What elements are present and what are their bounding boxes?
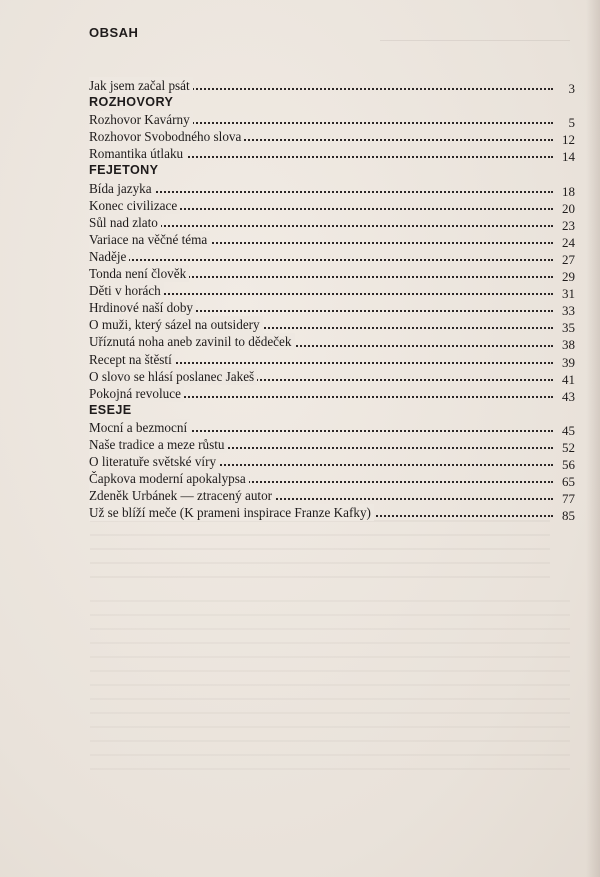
toc-entry-title: Konec civilizace [89, 197, 180, 214]
toc-entry[interactable] [89, 180, 575, 197]
toc-entry-title: Děti v horách [89, 282, 164, 299]
toc-entry-page: 31 [562, 286, 575, 302]
toc-entry[interactable] [89, 77, 575, 94]
toc-entry-page: 3 [568, 81, 575, 96]
toc-entry[interactable] [89, 111, 575, 131]
toc-entry-page: 43 [562, 388, 575, 404]
toc-entry[interactable] [89, 128, 575, 148]
section-heading: ESEJE [89, 402, 132, 417]
toc-entry-page: 14 [562, 149, 575, 165]
toc-entry-page: 29 [562, 269, 575, 285]
toc-entry-title: Recept na štěstí [89, 351, 175, 368]
toc-entry-page: 12 [562, 132, 575, 148]
toc-entry-page: 39 [562, 354, 575, 370]
toc-entry-page: 18 [562, 183, 575, 199]
bleed-through-mark [380, 40, 570, 51]
toc-entry-title: Zdeněk Urbánek — ztracený autor [89, 487, 275, 504]
toc-entry[interactable] [89, 316, 575, 336]
toc-entry-title: Čapkova moderní apokalypsa [89, 470, 249, 487]
toc-entry[interactable] [89, 282, 575, 302]
toc-entry-title: Sůl nad zlato [89, 214, 161, 231]
table-of-contents [89, 77, 575, 524]
toc-entry[interactable] [89, 487, 575, 507]
toc-entry-title: Uříznutá noha aneb zavinil to dědeček [89, 333, 295, 350]
toc-entry-title: O slovo se hlásí poslanec Jakeš [89, 368, 257, 385]
toc-entry-page: 23 [562, 217, 575, 233]
section-heading: FEJETONY [89, 163, 159, 178]
toc-entry-title: Rozhovor Svobodného slova [89, 128, 244, 145]
toc-entry[interactable] [89, 265, 575, 285]
toc-entry[interactable] [89, 385, 575, 402]
toc-entry-title: Už se blíží meče (K prameni inspirace Franze Kafky) [89, 504, 374, 521]
toc-entry-page: 20 [562, 200, 575, 216]
toc-entry[interactable] [89, 470, 575, 490]
toc-entry-title: Rozhovor Kavárny [89, 111, 193, 128]
section-heading: ROZHOVORY [89, 95, 174, 110]
toc-entry-title: O literatuře světské víry [89, 453, 219, 470]
toc-entry[interactable] [89, 214, 575, 231]
toc-entry-title: Tonda není člověk [89, 265, 189, 282]
toc-entry[interactable] [89, 453, 575, 473]
page-edge-shadow [586, 0, 600, 877]
toc-entry-page: 52 [562, 439, 575, 455]
toc-entry-title: Pokojná revoluce [89, 385, 184, 402]
toc-entry[interactable] [89, 145, 575, 165]
toc-entry[interactable] [89, 333, 575, 353]
toc-entry[interactable] [89, 231, 575, 248]
bleed-through-mark [90, 600, 570, 770]
toc-entry-title: O muži, který sázel na outsidery [89, 316, 263, 333]
toc-entry-page: 77 [562, 491, 575, 507]
bleed-through-mark [90, 520, 550, 580]
toc-entry-title: Naše tradice a meze růstu [89, 436, 227, 453]
toc-entry-title: Variace na věčné téma [89, 231, 210, 248]
toc-entry-title: Hrdinové naší doby [89, 299, 196, 316]
toc-entry[interactable] [89, 419, 575, 436]
toc-entry-page: 27 [562, 251, 575, 267]
toc-entry-page: 24 [562, 234, 575, 250]
toc-entry-page: 38 [562, 337, 575, 353]
toc-entry-title: Jak jsem začal psát [89, 77, 193, 94]
toc-entry-page: 65 [562, 474, 575, 490]
toc-entry-page: 35 [562, 320, 575, 336]
toc-entry-page: 33 [562, 303, 575, 319]
toc-entry[interactable] [89, 299, 575, 319]
toc-entry[interactable] [89, 368, 575, 385]
toc-entry-title: Mocní a bezmocní [89, 419, 190, 436]
toc-entry[interactable] [89, 436, 575, 453]
toc-entry-title: Romantika útlaku [89, 145, 186, 162]
toc-entry-page: 45 [562, 422, 575, 438]
toc-entry[interactable] [89, 351, 575, 368]
page-title: OBSAH [89, 25, 139, 40]
toc-entry-page: 85 [562, 508, 575, 524]
toc-entry-title: Bída jazyka [89, 180, 155, 197]
toc-entry-page: 56 [562, 457, 575, 473]
toc-entry-title: Naděje [89, 248, 129, 265]
toc-entry-page: 41 [562, 371, 575, 387]
leader-dots [89, 191, 553, 193]
toc-entry[interactable] [89, 197, 575, 214]
toc-entry[interactable] [89, 504, 575, 524]
toc-entry[interactable] [89, 248, 575, 265]
leader-dots [89, 259, 553, 261]
toc-entry-page: 5 [568, 115, 575, 131]
